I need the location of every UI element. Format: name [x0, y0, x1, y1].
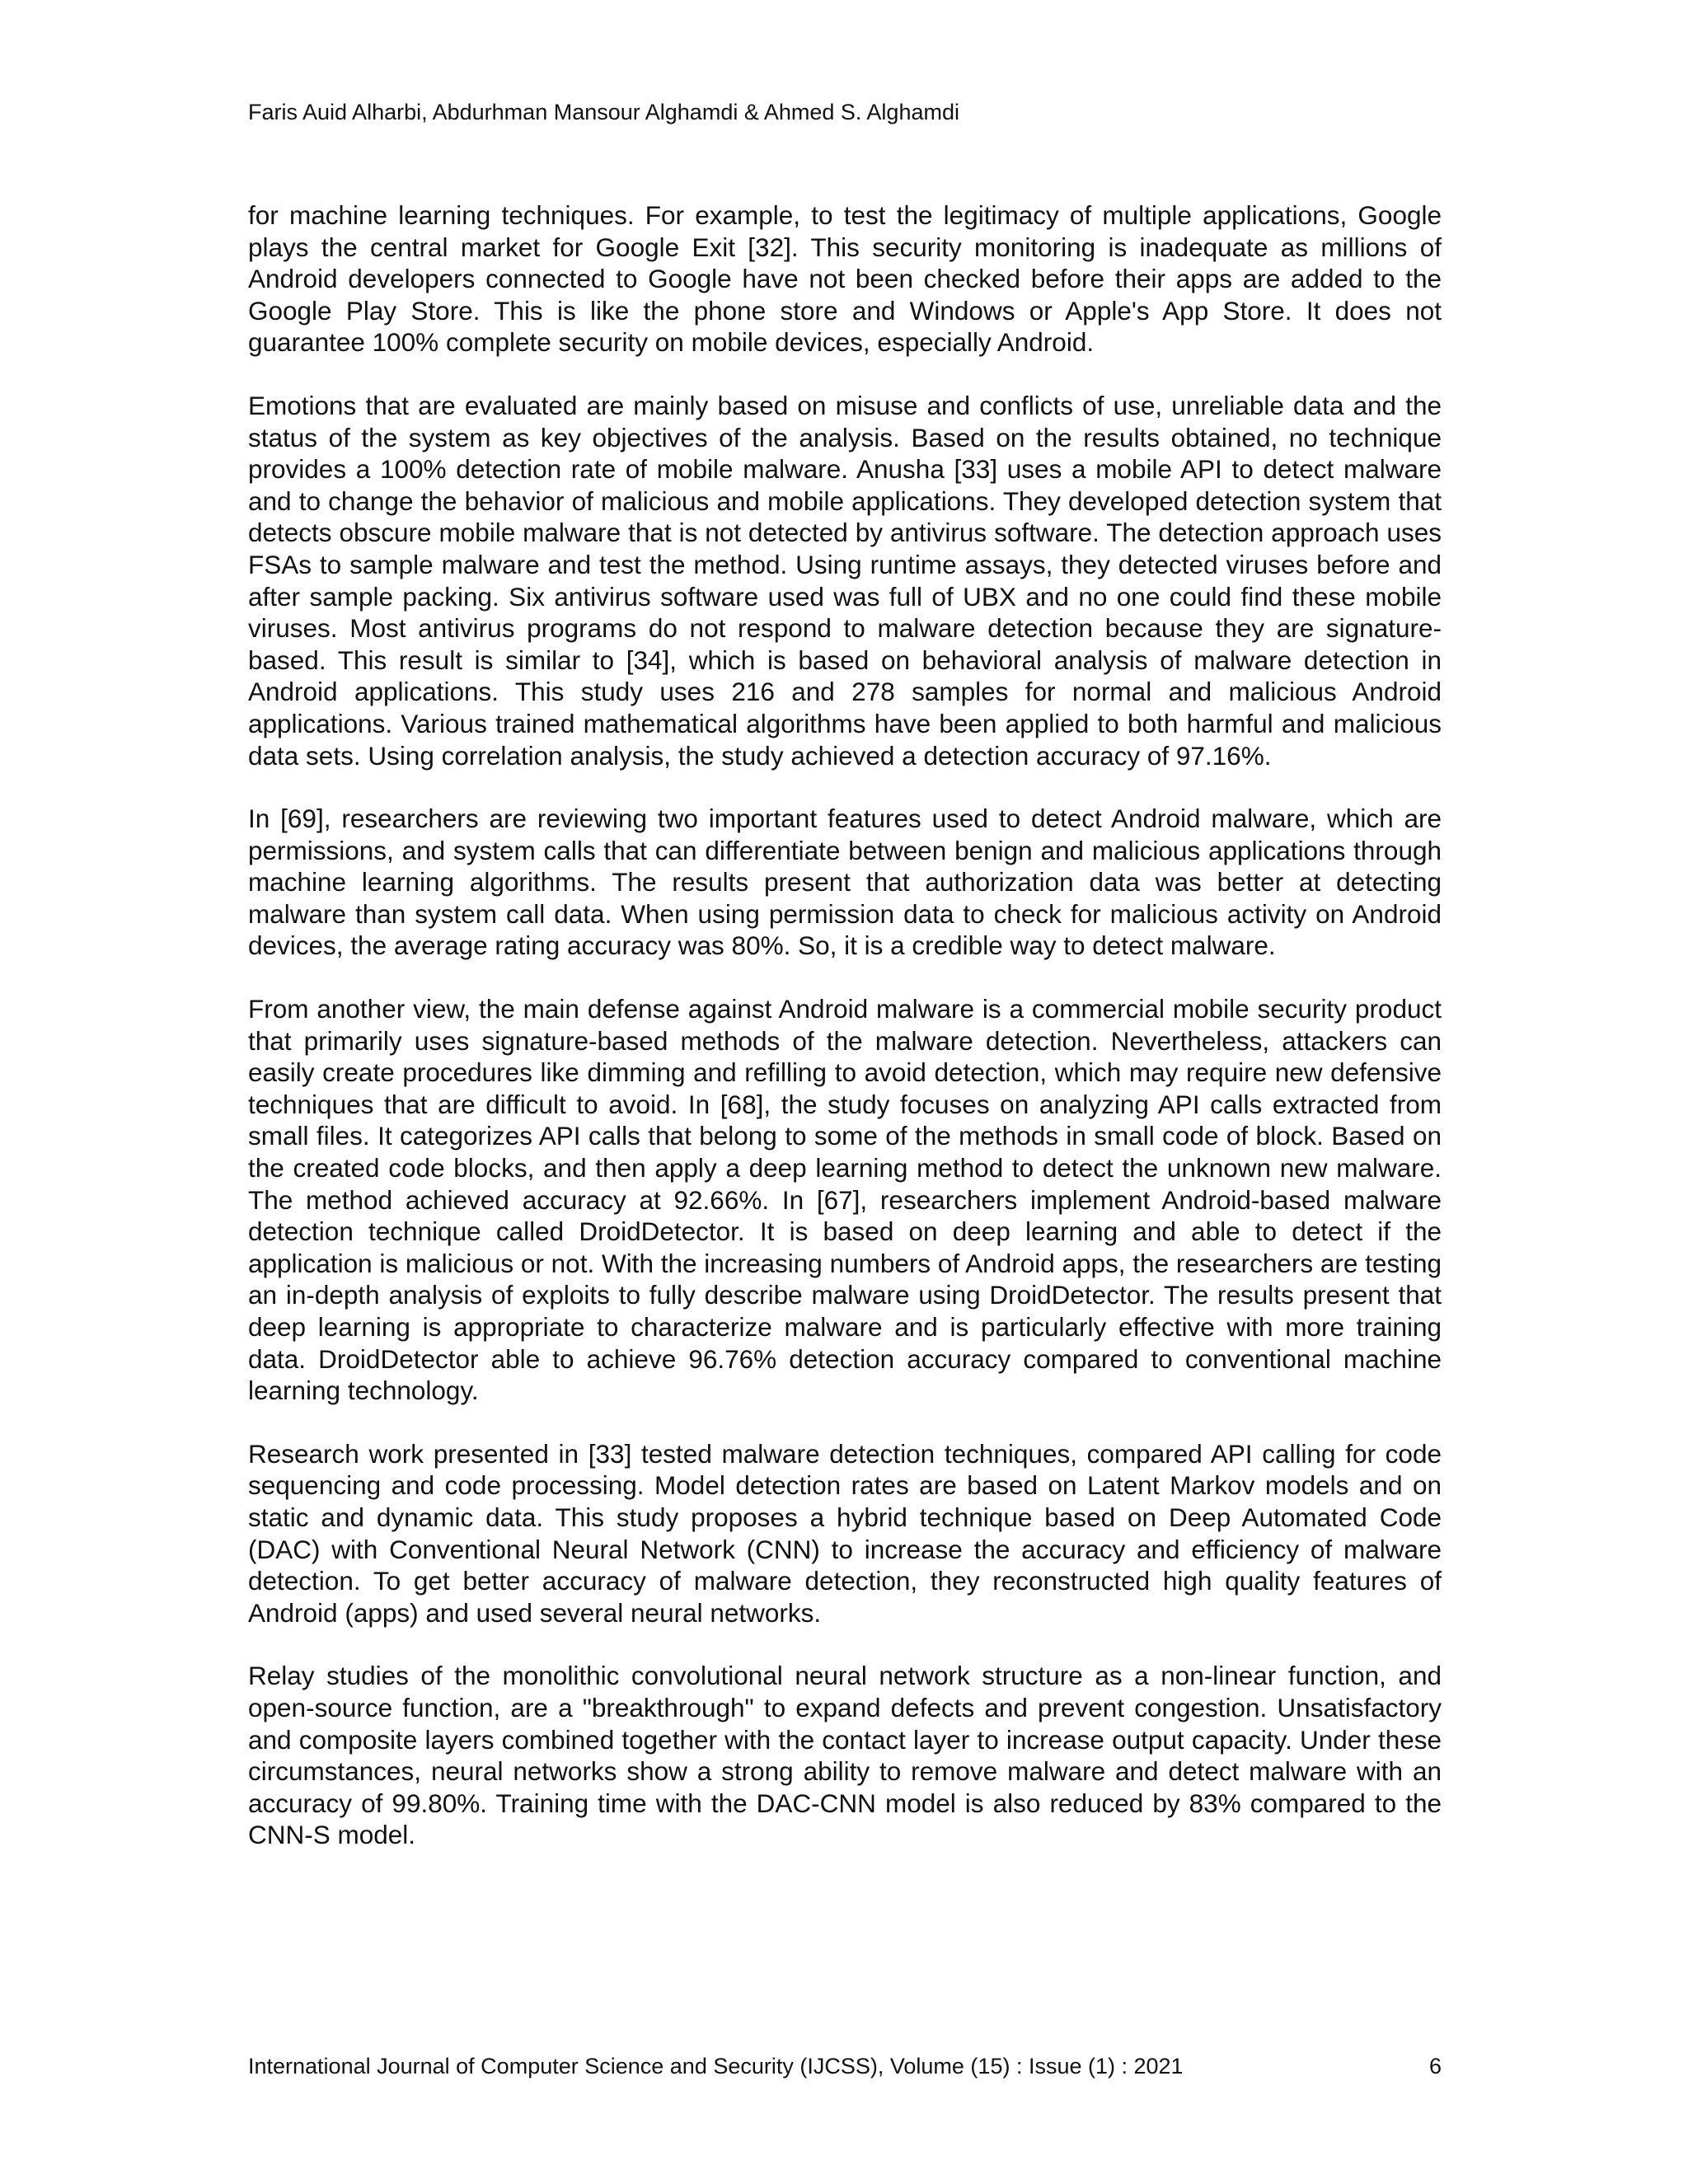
- paragraph-cnn-structure: Relay studies of the monolithic convolutional neural network structure as a non-linear function, and open-source function, are a "breakthrough" to expand defects and prevent congestion. Unsatisfactory and composite layers combined together with the contact layer to increase output capacity. Under these circumstances, neural networks show a strong ability to remove malware and detect malware with an accuracy of 99.80%. Training time with the DAC-CNN model is also reduced by 83% compared to the CNN-S model.: [248, 1661, 1442, 1850]
- paragraph-dac-cnn-hybrid: Research work presented in [33] tested malware detection techniques, compared API calling for code sequencing and code processing. Model detection rates are based on Latent Markov models and on static and dynamic data. This study proposes a hybrid technique based on Deep Automated Code (DAC) with Conventional Neural Network (CNN) to increase the accuracy and efficiency of malware detection. To get better accuracy of malware detection, they reconstructed high quality features of Android (apps) and used several neural networks.: [248, 1438, 1442, 1628]
- footer-journal-citation: International Journal of Computer Science and Security (IJCSS), Volume (15) : Issue (1) : 2021: [248, 2054, 1184, 2079]
- running-header-authors: Faris Auid Alharbi, Abdurhman Mansour Alghamdi & Ahmed S. Alghamdi: [248, 100, 959, 124]
- paragraph-machine-learning-google: for machine learning techniques. For example, to test the legitimacy of multiple applications, Google plays the central market for Google Exit [32]. This security monitoring is inadequate as millions of Android developers connected to Google have not been checked before their apps are added to the Google Play Store. This is like the phone store and Windows or Apple's App Store. It does not guarantee 100% complete security on mobile devices, especially Android.: [248, 200, 1442, 358]
- article-body: [248, 199, 1442, 1882]
- page-number: 6: [1428, 2054, 1442, 2079]
- paragraph-droiddetector: From another view, the main defense against Android malware is a commercial mobile security product that primarily uses signature-based methods of the malware detection. Nevertheless, attackers can easily create procedures like dimming and refilling to avoid detection, which may require new defensive techniques that are difficult to avoid. In [68], the study focuses on analyzing API calls extracted from small files. It categorizes API calls that belong to some of the methods in small code of block. Based on the created code blocks, and then apply a deep learning method to detect the unknown new malware. The method achieved accuracy at 92.66%. In [67], researchers implement Android-based malware detection technique called DroidDetector. It is based on deep learning and able to detect if the application is malicious or not. With the increasing numbers of Android apps, the researchers are testing an in-depth analysis of exploits to fully describe malware using DroidDetector. The results present that deep learning is appropriate to characterize malware and is particularly effective with more training data. DroidDetector able to achieve 96.76% detection accuracy compared to conventional machine learning technology.: [248, 994, 1442, 1406]
- paragraph-permissions-system-calls: In [69], researchers are reviewing two important features used to detect Android malware, which are permissions, and system calls that can differentiate between benign and malicious applications through machine learning algorithms. The results present that authorization data was better at detecting malware than system call data. When using permission data to check for malicious activity on Android devices, the average rating accuracy was 80%. So, it is a credible way to detect malware.: [248, 804, 1442, 961]
- paragraph-emotions-evaluated: Emotions that are evaluated are mainly based on misuse and conflicts of use, unreliable data and the status of the system as key objectives of the analysis. Based on the results obtained, no technique provides a 100% detection rate of mobile malware. Anusha [33] uses a mobile API to detect malware and to change the behavior of malicious and mobile applications. They developed detection system that detects obscure mobile malware that is not detected by antivirus software. The detection approach uses FSAs to sample malware and test the method. Using runtime assays, they detected viruses before and after sample packing. Six antivirus software used was full of UBX and no one could find these mobile viruses. Most antivirus programs do not respond to malware detection because they are signature-based. This result is similar to [34], which is based on behavioral analysis of malware detection in Android applications. This study uses 216 and 278 samples for normal and malicious Android applications. Various trained mathematical algorithms have been applied to both harmful and malicious data sets. Using correlation analysis, the study achieved a detection accuracy of 97.16%.: [248, 390, 1442, 771]
